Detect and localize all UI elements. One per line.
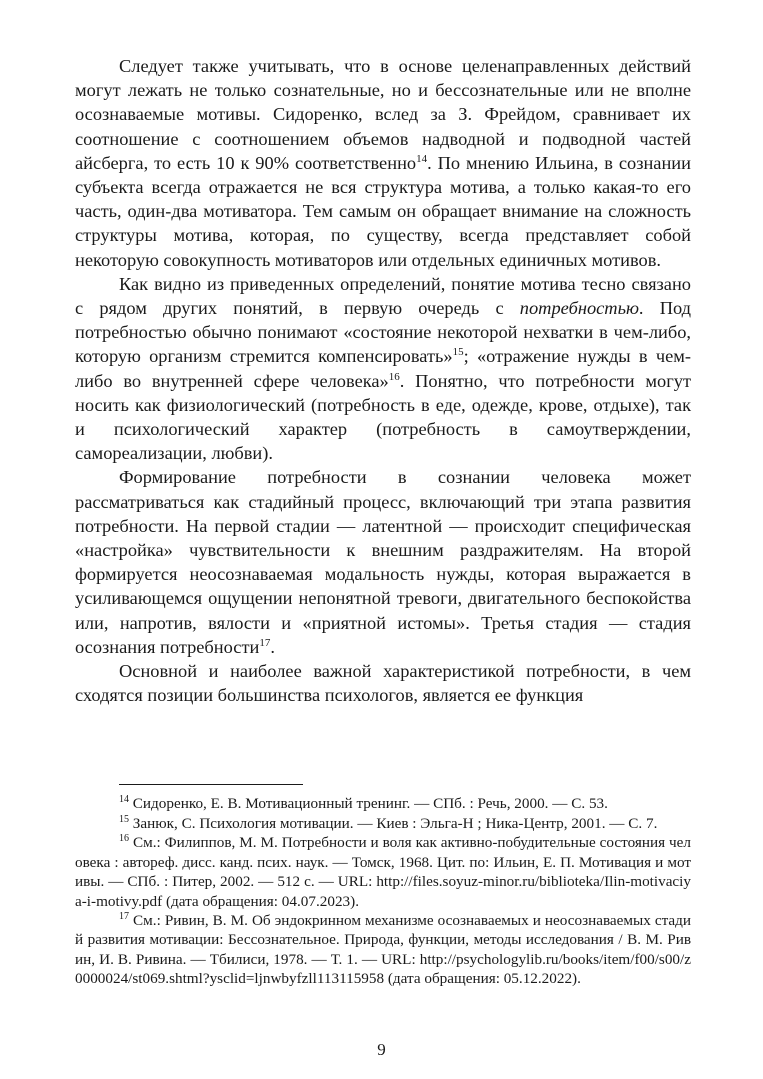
main-text [75,54,691,707]
footnote-ref-14: 14 [416,152,428,165]
footnote-number: 16 [119,833,129,845]
paragraph-2-text-b: . Под потребностью обычно понимают «состояние некоторой нехватки в чем-либо, которую организм стремится компенсировать» [75,298,691,367]
paragraph-1 [75,54,691,272]
footnote-ref-15: 15 [452,346,464,359]
footnote-14 [75,794,691,813]
paragraph-2-text-a: Как видно из приведенных определений, понятие мотива тесно связано с рядом других понятий, в первую очередь с [75,273,691,319]
footnote-16 [75,833,691,911]
paragraph-2-emphasis: потребностью [519,298,639,319]
paragraph-2 [75,272,691,466]
footnote-15 [75,814,691,833]
footnote-text: См.: Ривин, В. М. Об эндокринном механизме осознаваемых и неосознаваемых стадий развития мотивации: Бессознательное. Природа, функции, методы исследования / В. М. Ривин, И. В. Ривина. — Тбилиси, 1978. — Т. 1. — URL: http://psychologylib.ru/books/item/f00/s00/z0000024/st069.shtml?ysclid=ljnwbyfzll113115958 (дата обращения: 05.12.2022). [75,911,692,988]
footnote-17 [75,911,691,989]
paragraph-3 [75,465,691,659]
footnote-ref-16: 16 [388,370,400,383]
paragraph-4: Основной и наиболее важной характеристикой потребности, в чем сходятся позиции большинства психологов, является ее функция [75,661,691,706]
footnote-text: Сидоренко, Е. В. Мотивационный тренинг. — СПб. : Речь, 2000. — С. 53. [132,795,608,813]
footnote-separator [119,784,303,785]
footnotes [75,794,691,988]
footnote-text: См.: Филиппов, М. М. Потребности и воля как активно-побудительные состояния человека : автореф. дисс. канд. псих. наук. — Томск, 1968. Цит. по: Ильин, Е. П. Мотивация и мотивы. — СПб. : Питер, 2002. — 512 с. — URL: http://files.soyuz-minor.ru/biblioteka/Ilin-motivaciya-i-motivy.pdf (дата обращения: 04.07.2023). [75,834,691,910]
book-page [75,54,691,989]
footnote-number: 17 [119,910,129,922]
page-number: 9 [377,1040,386,1059]
paragraph-2-text-d: . Понятно, что потребности могут носить как физиологический (потребность в еде, одежде, крове, отдыхе), так и психологический характер (потребность в самоутверждении, самореализации, любви). [75,370,692,464]
footnote-number: 15 [119,813,129,825]
paragraph-3-text-a: Формирование потребности в сознании человека может рассматриваться как стадийный процесс, включающий три этапа развития потребности. На первой стадии — латентной — происходит специфическая «настройка» чувствительности к внешним раздражителям. На второй формируется неосознаваемая модальность нужды, которая выражается в усиливающемся ощущении непонятной тревоги, двигательного беспокойства или, напротив, вялости и «приятной истомы». Третья стадия — стадия осознания потребности [75,467,691,657]
footnote-ref-17: 17 [259,636,271,649]
paragraph-1-text-a: Следует также учитывать, что в основе целенаправленных действий могут лежать не только сознательные, но и бессознательные или не вполне осознаваемые мотивы. Сидоренко, вслед за З. Фрейдом, сравнивает их соотношение с соотношением объемов надводной и подводной частей айсберга, то есть 10 к 90% соответственно [75,56,691,173]
footnote-number: 14 [119,794,129,806]
paragraph-2-text-c: ; «отражение нужды в чем-либо во внутренней сфере человека» [75,346,692,391]
paragraph-1-text-b: . По мнению Ильина, в сознании субъекта всегда отражается не вся структура мотива, а только какая-то его часть, один-два мотиватора. Тем самым он обращает внимание на сложность структуры мотива, которая, по существу, всегда представляет собой некоторую совокупность мотиваторов или отдельных единичных мотивов. [75,152,691,270]
paragraph-3-text-b: . [270,636,275,657]
footnote-text: Занюк, С. Психология мотивации. — Киев : Эльга-Н ; Ника-Центр, 2001. — С. 7. [132,814,658,832]
